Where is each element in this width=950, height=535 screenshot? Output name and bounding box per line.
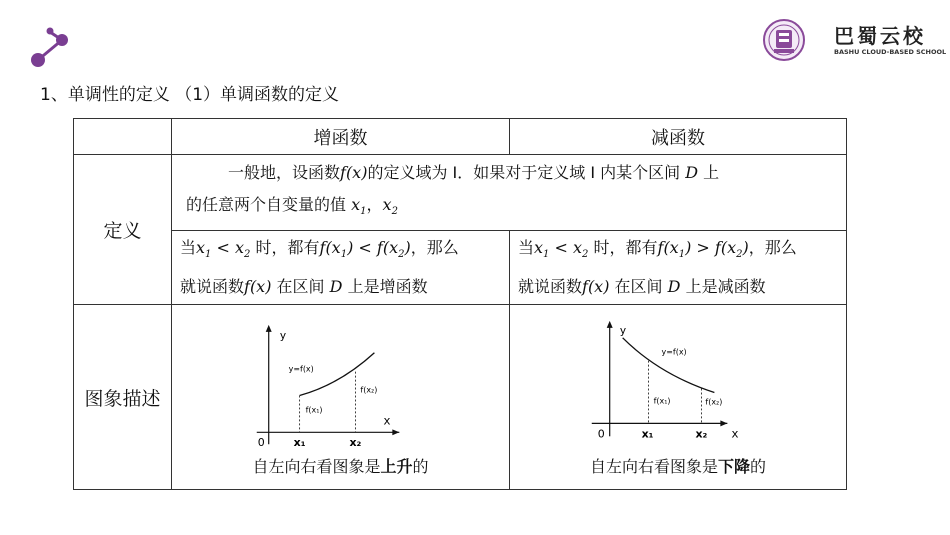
decreasing-graph-cell [510,305,847,490]
x1-label: x₁ [293,436,306,450]
brand-logo [762,18,947,64]
origin-label-dec: 0 [597,427,605,441]
header-decreasing: 减函数 [510,119,847,155]
increasing-graph-cell [172,305,510,490]
y-axis-label: y [279,328,287,342]
fx2-label: f(x₂) [360,385,378,395]
increasing-condition: 当$x_1 < x_2$ 时，都有$f(x_1) < f(x_2)$，那么 就说函数f(x) 在区间 D 上是增函数 [172,231,510,305]
corner-cell [74,119,172,155]
decreasing-condition: 当$x_1 < x_2$ 时，都有$f(x_1) > f(x_2)$，那么 就说函数f(x) 在区间 D 上是减函数 [510,231,847,305]
brand-name: 巴蜀云校 [834,24,926,48]
school-seal-icon [762,18,806,62]
x2-label-dec: x₂ [695,427,708,441]
header-increasing: 增函数 [172,119,510,155]
definition-table [73,118,847,490]
x-axis-label-dec: x [731,426,739,441]
general-definition: 一般地，设函数f(x)的定义域为 I．如果对于定义域 I 内某个区间 D 上 的任意两个自变量的值 $x_1$，$x_2$ [172,155,847,231]
curve-label-dec: y=f(x) [661,347,687,357]
page-title: 1、单调性的定义 （1）单调函数的定义 [40,85,340,105]
caption-decreasing: 自左向右看图象是下降的 [589,457,767,476]
x-axis-label: x [383,413,391,428]
caption-increasing: 自左向右看图象是上升的 [252,457,429,476]
row-label-graph: 图象描述 [74,305,172,490]
curve-label: y=f(x) [288,364,314,374]
brand-subtitle: BASHU CLOUD-BASED SCHOOL [834,48,947,56]
x1-label-dec: x₁ [641,427,654,441]
fx2-label-dec: f(x₂) [705,397,723,407]
fx1-label: f(x₁) [305,405,323,415]
row-label-definition: 定义 [74,155,172,305]
origin-label: 0 [257,436,265,450]
molecule-logo-icon [30,26,76,68]
fx1-label-dec: f(x₁) [653,396,671,406]
y-axis-label-dec: y [619,323,627,337]
x2-label: x₂ [349,436,362,450]
